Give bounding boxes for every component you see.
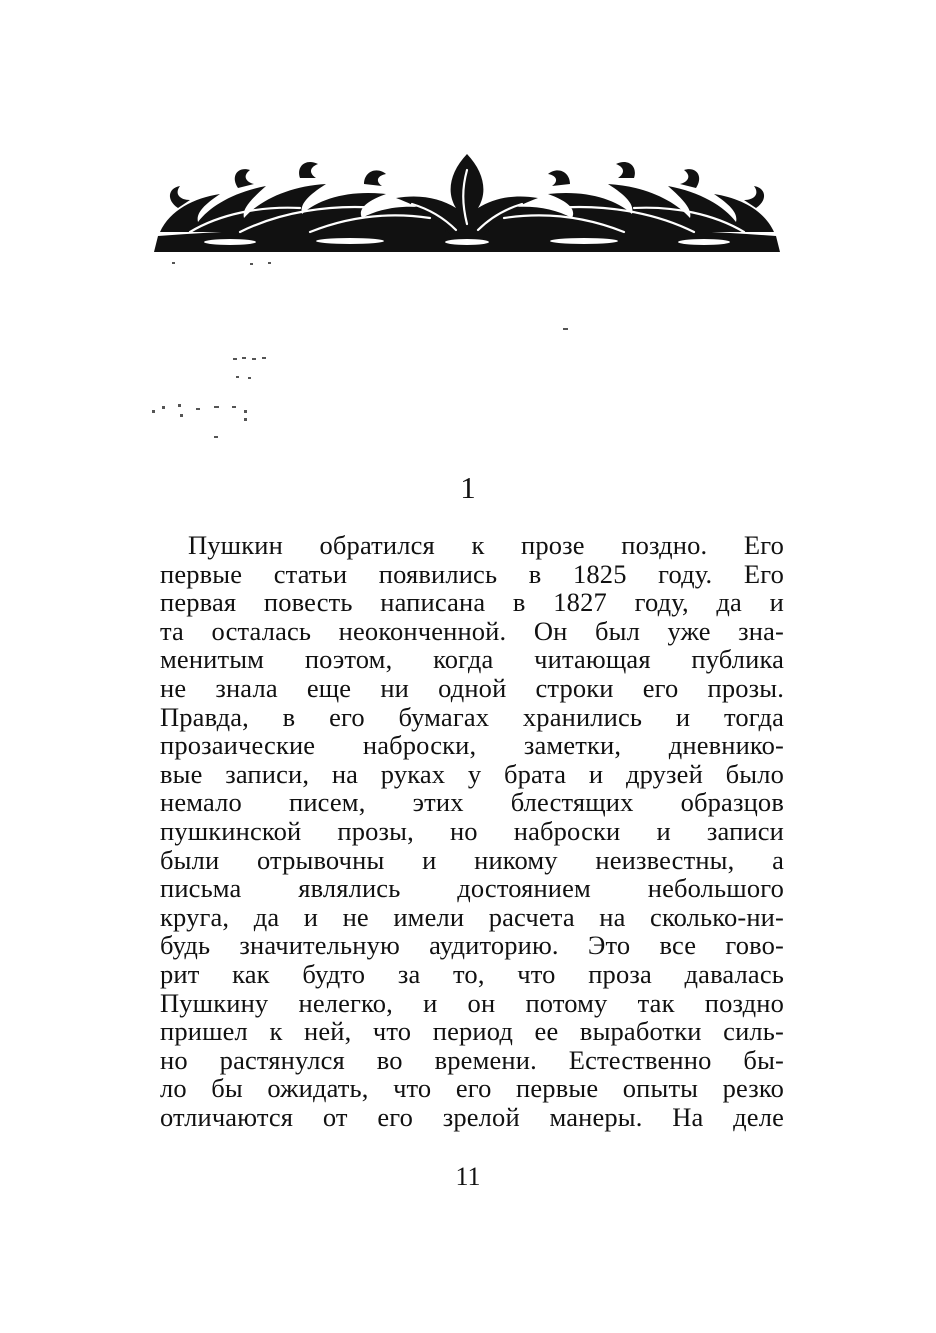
text-line: но растянулся во времени. Естественно бы- xyxy=(160,1044,784,1075)
text-line: круга, да и не имели расчета на сколько-ни- xyxy=(160,901,784,932)
decorative-foliage-ornament-icon xyxy=(150,148,784,258)
text-line: первые статьи появились в 1825 году. Его xyxy=(160,558,784,589)
text-line: были отрывочны и никому неизвестны, а xyxy=(160,844,784,875)
text-line: Правда, в его бумагах хранились и тогда xyxy=(160,701,784,732)
text-line: пушкинской прозы, но наброски и записи xyxy=(160,815,784,846)
text-line: рит как будто за то, что проза давалась xyxy=(160,958,784,989)
text-line: первая повесть написана в 1827 году, да и xyxy=(160,587,784,618)
text-line: отличаются от его зрелой манеры. На деле xyxy=(160,1101,784,1132)
text-line: Пушкин обратился к прозе поздно. Его xyxy=(188,530,784,560)
body-paragraph xyxy=(160,531,784,1131)
text-line: письма являлись достоянием небольшого xyxy=(160,873,784,904)
text-line: вые записи, на руках у брата и друзей было xyxy=(160,758,784,789)
text-line: будь значительную аудиторию. Это все гово- xyxy=(160,930,784,961)
text-line: менитым поэтом, когда читающая публика xyxy=(160,644,784,675)
text-line: ло бы ожидать, что его первые опыты резко xyxy=(160,1073,784,1104)
text-line: не знала еще ни одной строки его прозы. xyxy=(160,672,784,703)
page-number: 11 xyxy=(455,1162,481,1191)
text-line: прозаические наброски, заметки, дневнико- xyxy=(160,730,784,761)
text-line: пришел к ней, что период ее выработки силь- xyxy=(160,1016,784,1047)
section-number: 1 xyxy=(460,470,476,505)
text-line: Пушкину нелегко, и он потому так поздно xyxy=(160,987,784,1018)
text-line: немало писем, этих блестящих образцов xyxy=(160,787,784,818)
text-line: та осталась неоконченной. Он был уже зна- xyxy=(160,615,784,646)
